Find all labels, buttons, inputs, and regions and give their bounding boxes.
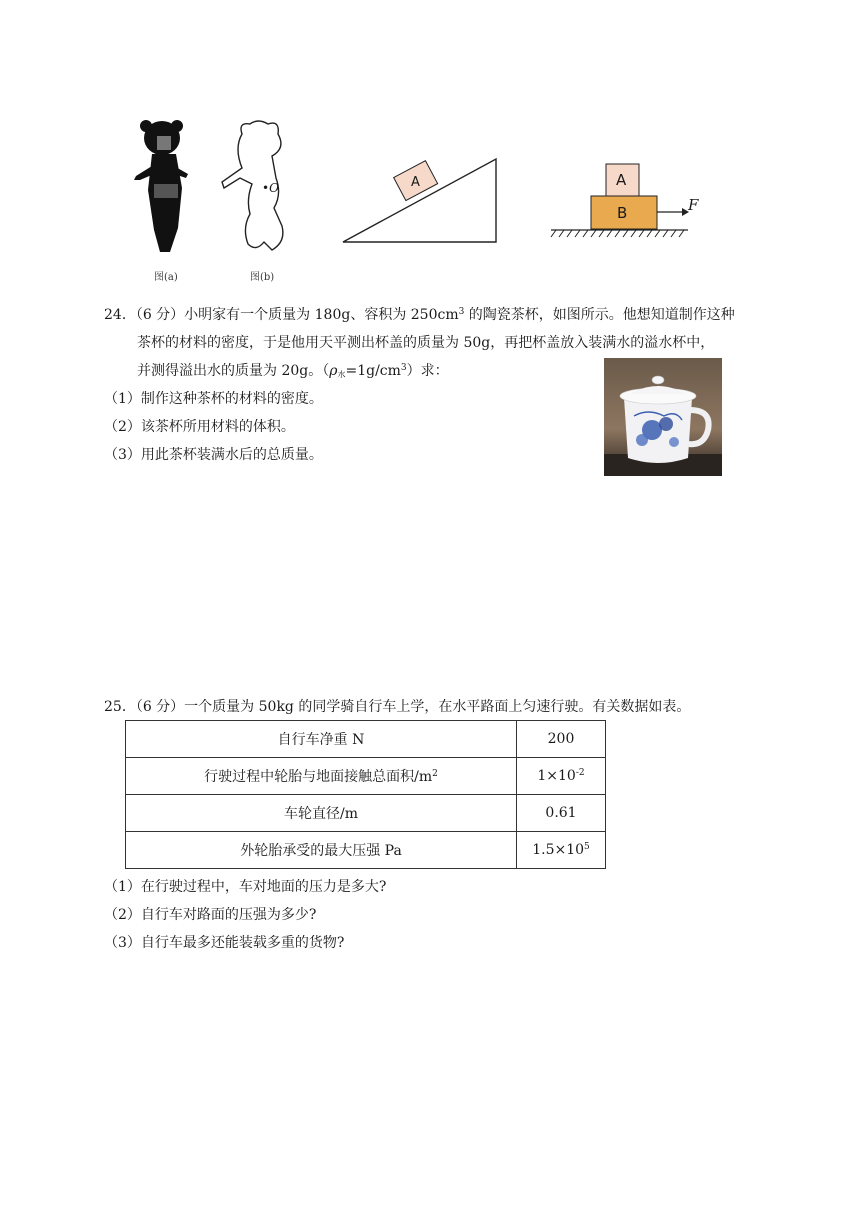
table-row — [126, 795, 606, 832]
table-cell-key: 外轮胎承受的最大压强 Pa — [126, 832, 517, 869]
q24-sub2: （2）该茶杯所用材料的体积。 — [104, 419, 295, 435]
bicycle-data-table — [125, 720, 606, 869]
q24-line2: 茶杯的材料的密度，于是他用天平测出杯盖的质量为 50g，再把杯盖放入装满水的溢水杯中， — [137, 335, 715, 351]
table-cell-value: 200 — [517, 721, 606, 758]
table-cell-value: 0.61 — [517, 795, 606, 832]
table-row — [126, 758, 606, 795]
figure-a-silhouette — [130, 118, 190, 258]
figure-b-outline — [220, 118, 295, 258]
q25-sub1: （1）在行驶过程中，车对地面的压力是多大? — [104, 879, 387, 895]
table-row — [126, 721, 606, 758]
table-cell-key: 车轮直径/m — [126, 795, 517, 832]
point-o-label: •O — [262, 181, 279, 195]
figure-a-caption: 图(a) — [154, 272, 178, 283]
q25-sub3: （3）自行车最多还能装载多重的货物? — [104, 935, 345, 951]
q25-sub2: （2）自行车对路面的压强为多少? — [104, 907, 317, 923]
teacup-photo — [604, 358, 722, 476]
q24-sub1: （1）制作这种茶杯的材料的密度。 — [104, 391, 323, 407]
table-row — [126, 832, 606, 869]
q24-sub3: （3）用此茶杯装满水后的总质量。 — [104, 447, 323, 463]
incline-diagram — [340, 155, 500, 247]
block-b-label: B — [617, 204, 628, 222]
force-label: F — [688, 196, 699, 214]
table-cell-value: $1.5\times 10^5$ — [517, 832, 606, 869]
table-cell-value: $1\times 10^{-2}$ — [517, 758, 606, 795]
table-cell-key: 行驶过程中轮胎与地面接触总面积$/m^2$ — [126, 758, 517, 795]
q24-line3: 并测得溢出水的质量为 20g。$(\rho_水=1g/cm^3)$求： — [137, 363, 449, 379]
figure-b-caption: 图(b) — [250, 272, 275, 283]
q24-line1: 24．（6 分）小明家有一个质量为 180g、容积为 $250cm^3$ 的陶瓷茶杯，如图所示。他想知道制作这种 — [104, 307, 735, 323]
table-cell-key: 自行车净重 N — [126, 721, 517, 758]
stacked-blocks-diagram — [548, 160, 708, 240]
block-a-label: A — [616, 171, 627, 189]
q25-stem: 25．（6 分）一个质量为 50kg 的同学骑自行车上学，在水平路面上匀速行驶。有关数据如表。 — [104, 699, 691, 715]
incline-block-label: A — [411, 175, 420, 190]
